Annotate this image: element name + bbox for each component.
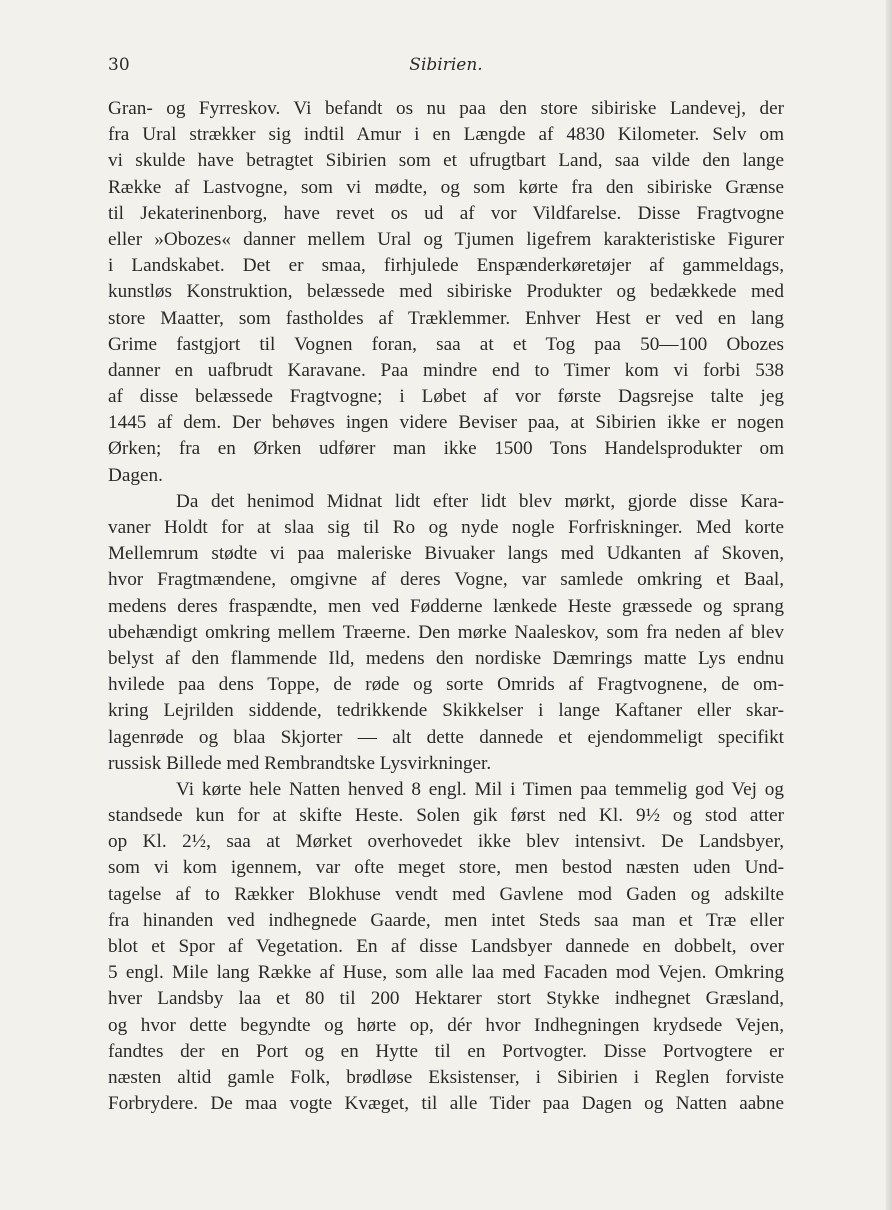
text-line: eller »Obozes« danner mellem Ural og Tjumen ligefrem karakteristiske Figurer [108,228,784,250]
page-edge-shadow [886,0,892,1210]
text-line: fra hinanden ved indhegnede Gaarde, men intet Steds saa man et Træ eller [108,909,784,931]
text-line: vaner Holdt for at slaa sig til Ro og nyde nogle Forfriskninger. Med korte [108,517,784,538]
text-line: fra Ural strækker sig indtil Amur i en Længde af 4830 Kilometer. Selv om [108,124,784,146]
text-line: 1445 af dem. Der behøves ingen videre Beviser paa, at Sibirien ikke er nogen [108,412,784,434]
text-line: 5 engl. Mile lang Række af Huse, som alle laa med Facaden mod Vejen. Omkring [108,962,784,984]
text-line: belyst af den flammende Ild, medens den nordiske Dæmrings matte Lys endnu [108,647,784,669]
text-line: tagelse af to Rækker Blokhuse vendt med Gavlene mod Gaden og adskilte [108,883,784,905]
text-line: i Landskabet. Det er smaa, firhjulede Enspænderkøretøjer af gammeldags, [108,255,784,277]
text-line: blot et Spor af Vegetation. En af disse Landsbyer dannede en dobbelt, over [108,936,784,957]
page-number: 30 [108,55,130,75]
text-line: til Jekaterinenborg, have revet os ud af vor Vildfarelse. Disse Fragtvogne [108,202,784,224]
text-line: store Maatter, som fastholdes af Træklemmer. Enhver Hest er ved en lang [108,307,784,329]
text-line: Vi kørte hele Natten henved 8 engl. Mil i Timen paa temmelig god Vej og [176,778,784,800]
text-line: næsten altid gamle Folk, brødløse Eksistenser, i Sibirien i Reglen forviste [108,1066,784,1088]
text-line: Række af Lastvogne, som vi mødte, og som kørte fra den sibiriske Grænse [108,176,784,198]
text-line: standsede kun for at skifte Heste. Solen gik først ned Kl. 9½ og stod atter [108,805,784,827]
text-line: op Kl. 2½, saa at Mørket overhovedet ikke blev intensivt. De Landsbyer, [108,831,784,853]
text-line: lagenrøde og blaa Skjorter — alt dette dannede et ejendommeligt specifikt [108,726,784,748]
text-line: Dagen. [108,464,163,486]
text-line: Grime fastgjort til Vognen foran, saa at et Tog paa 50—100 Obozes [108,333,784,355]
text-line: danner en uafbrudt Karavane. Paa mindre end to Timer kom vi forbi 538 [108,359,784,381]
text-line: Ørken; fra en Ørken udfører man ikke 1500 Tons Handelsprodukter om [108,438,784,460]
text-line: ubehændigt omkring mellem Træerne. Den mørke Naaleskov, som fra neden af blev [108,621,784,643]
text-line: hver Landsby laa et 80 til 200 Hektarer stort Stykke indhegnet Græsland, [108,988,784,1010]
text-line: af disse belæssede Fragtvogne; i Løbet af vor første Dagsrejse talte jeg [108,386,784,408]
text-line: Da det henimod Midnat lidt efter lidt blev mørkt, gjorde disse Kara- [176,490,784,512]
text-line: Mellemrum stødte vi paa maleriske Bivuaker langs med Udkanten af Skoven, [108,543,784,565]
running-head [108,55,784,81]
running-title: Sibirien. [409,55,483,75]
text-line: kring Lejrilden siddende, tedrikkende Skikkelser i lange Kaftaner eller skar- [108,700,784,722]
text-line: Forbrydere. De maa vogte Kvæget, til alle Tider paa Dagen og Natten aabne [108,1093,784,1115]
text-line: som vi kom igennem, var ofte meget store, men bestod næsten uden Und- [108,857,784,879]
body-text [108,96,784,1117]
text-line: Gran- og Fyrreskov. Vi befandt os nu paa den store sibiriske Landevej, der [108,98,784,119]
text-line: russisk Billede med Rembrandtske Lysvirkninger. [108,752,492,774]
text-line: hvilede paa dens Toppe, de røde og sorte Omrids af Fragtvognene, de om- [108,674,784,696]
text-line: fandtes der en Port og en Hytte til en Portvogter. Disse Portvogtere er [108,1040,784,1062]
text-line: hvor Fragtmændene, omgivne af deres Vogne, var samlede omkring et Baal, [108,569,784,591]
text-line: medens deres fraspændte, men ved Fødderne lænkede Heste græssede og sprang [108,595,784,617]
text-line: vi skulde have betragtet Sibirien som et ufrugtbart Land, saa vilde den lange [108,150,784,172]
text-line: kunstløs Konstruktion, belæssede med sibiriske Produkter og bedækkede med [108,281,784,303]
text-line: og hvor dette begyndte og hørte op, dér hvor Indhegningen krydsede Vejen, [108,1014,784,1036]
